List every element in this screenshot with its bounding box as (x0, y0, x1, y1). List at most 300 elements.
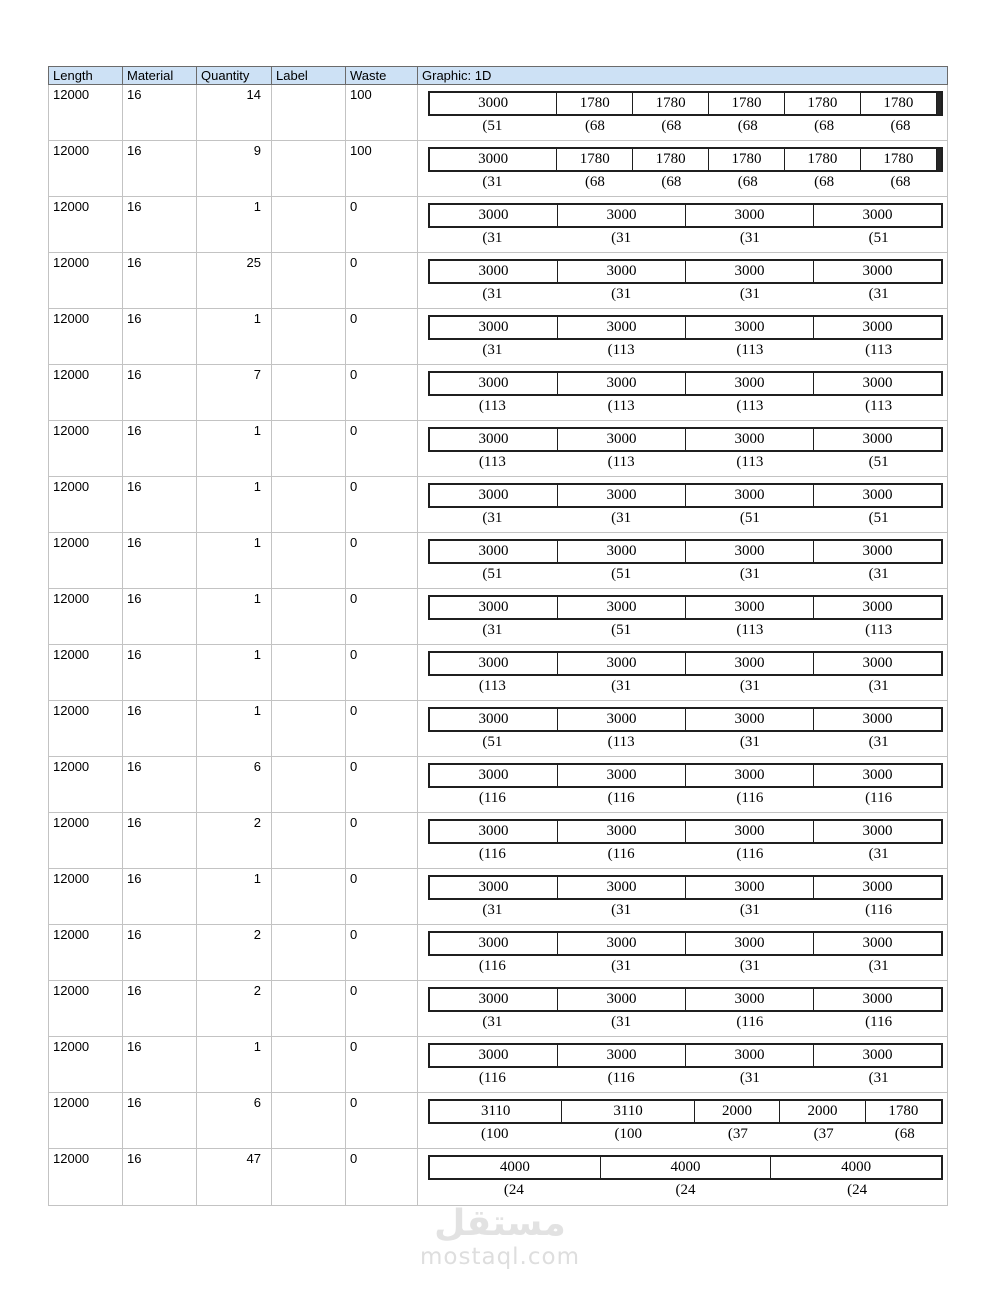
segment-tag: (68 (737, 118, 758, 134)
bar-segment: 3000 (685, 541, 813, 562)
segment-tag: (113 (736, 398, 764, 414)
table-row (49, 869, 947, 925)
watermark (0, 1204, 1000, 1270)
segment-tag: (31 (611, 230, 632, 246)
cutting-bar (428, 987, 943, 1012)
bar-segment: 3000 (685, 989, 813, 1010)
cell-material: 16 (123, 869, 197, 924)
cell-length: 12000 (49, 197, 123, 252)
segment-tag: (31 (611, 902, 632, 918)
segment-tag: (116 (478, 790, 506, 806)
bar-segment: 1780 (784, 93, 860, 114)
bar-segment: 1780 (708, 149, 784, 170)
waste-tag-spacer (939, 174, 943, 191)
segment-tag: (113 (478, 454, 506, 470)
cell-waste: 100 (346, 85, 418, 140)
bar-segment: 3000 (478, 935, 509, 951)
cutting-bar (428, 147, 943, 172)
bar-segment: 3000 (478, 207, 509, 223)
cell-quantity: 1 (197, 421, 272, 476)
watermark-domain-text: mostaql.com (420, 1243, 580, 1270)
table-row (49, 365, 947, 421)
bar-segment: 3000 (685, 205, 813, 226)
cell-material: 16 (123, 925, 197, 980)
segment-tag: (31 (482, 902, 503, 918)
segment-tag: (31 (482, 510, 503, 526)
segment-tag: (51 (868, 510, 889, 526)
bar-segment: 1780 (632, 149, 708, 170)
cutting-bar (428, 595, 943, 620)
table-row (49, 757, 947, 813)
cell-length: 12000 (49, 981, 123, 1036)
bar-segment: 3000 (813, 653, 941, 674)
bar-segment: 1780 (865, 1101, 941, 1122)
cutting-bar (428, 819, 943, 844)
segment-tag: (113 (865, 342, 893, 358)
cell-length: 12000 (49, 645, 123, 700)
cell-material: 16 (123, 1093, 197, 1148)
cell-quantity: 1 (197, 309, 272, 364)
segment-tag: (31 (611, 958, 632, 974)
table-row (49, 253, 947, 309)
cell-material: 16 (123, 309, 197, 364)
segment-tag: (51 (482, 566, 503, 582)
cutting-bar-tags (428, 1182, 943, 1199)
cell-graphic (418, 701, 947, 756)
segment-tag: (116 (736, 790, 764, 806)
cell-material: 16 (123, 589, 197, 644)
cell-label (272, 1149, 346, 1205)
cutting-bar (428, 203, 943, 228)
segment-tag: (116 (607, 1070, 635, 1086)
cell-waste: 0 (346, 589, 418, 644)
segment-tag: (113 (607, 342, 635, 358)
cell-label (272, 589, 346, 644)
bar-segment: 3000 (813, 429, 941, 450)
cell-quantity: 1 (197, 197, 272, 252)
bar-segment: 3000 (685, 429, 813, 450)
cell-waste: 0 (346, 1149, 418, 1205)
segment-tag: (116 (865, 902, 893, 918)
cell-graphic (418, 925, 947, 980)
cutting-bar-tags (428, 174, 943, 191)
bar-segment: 1780 (708, 93, 784, 114)
cell-quantity: 47 (197, 1149, 272, 1205)
cell-length: 12000 (49, 309, 123, 364)
bar-segment: 3000 (478, 431, 509, 447)
table-row (49, 925, 947, 981)
cell-waste: 0 (346, 253, 418, 308)
segment-tag: (68 (814, 118, 835, 134)
cell-label (272, 1093, 346, 1148)
cell-waste: 100 (346, 141, 418, 196)
cell-material: 16 (123, 253, 197, 308)
bar-segment: 1780 (784, 149, 860, 170)
table-row (49, 477, 947, 533)
bar-segment: 3000 (557, 989, 685, 1010)
cell-quantity: 6 (197, 757, 272, 812)
cutting-bar-tags (428, 958, 943, 975)
cell-material: 16 (123, 533, 197, 588)
bar-segment: 3000 (813, 205, 941, 226)
cell-material: 16 (123, 365, 197, 420)
bar-segment: 3000 (557, 485, 685, 506)
segment-tag: (31 (611, 1014, 632, 1030)
table-row (49, 813, 947, 869)
segment-tag: (68 (584, 174, 605, 190)
segment-tag: (113 (736, 454, 764, 470)
segment-tag: (31 (739, 958, 760, 974)
segment-tag: (24 (847, 1182, 868, 1198)
cell-quantity: 1 (197, 533, 272, 588)
cell-length: 12000 (49, 589, 123, 644)
cell-material: 16 (123, 477, 197, 532)
segment-tag: (68 (661, 118, 682, 134)
bar-segment: 3000 (478, 711, 509, 727)
cell-label (272, 365, 346, 420)
table-row (49, 1149, 947, 1205)
cell-quantity: 25 (197, 253, 272, 308)
cell-quantity: 2 (197, 925, 272, 980)
cell-waste: 0 (346, 197, 418, 252)
cell-label (272, 85, 346, 140)
segment-tag: (31 (611, 678, 632, 694)
cutting-bar-tags (428, 398, 943, 415)
cell-graphic (418, 813, 947, 868)
bar-segment: 1780 (556, 149, 632, 170)
bar-segment: 3110 (561, 1101, 693, 1122)
cell-graphic (418, 869, 947, 924)
bar-segment: 3000 (478, 767, 509, 783)
cell-quantity: 1 (197, 1037, 272, 1092)
segment-tag: (113 (865, 622, 893, 638)
segment-tag: (31 (611, 286, 632, 302)
segment-tag: (51 (868, 230, 889, 246)
column-header-label: Label (272, 67, 346, 84)
segment-tag: (116 (607, 790, 635, 806)
segment-tag: (113 (607, 398, 635, 414)
cutting-bar-tags (428, 510, 943, 527)
cell-length: 12000 (49, 421, 123, 476)
table-row (49, 197, 947, 253)
column-header-material: Material (123, 67, 197, 84)
bar-segment: 3000 (813, 261, 941, 282)
cell-waste: 0 (346, 701, 418, 756)
segment-tag: (31 (868, 846, 889, 862)
segment-tag: (116 (478, 1070, 506, 1086)
bar-segment: 1780 (860, 149, 936, 170)
segment-tag: (68 (894, 1126, 915, 1142)
bar-segment: 3000 (478, 599, 509, 615)
cutting-bar-tags (428, 230, 943, 247)
segment-tag: (113 (865, 398, 893, 414)
bar-segment: 3000 (478, 543, 509, 559)
cutting-bar (428, 539, 943, 564)
segment-tag: (31 (739, 286, 760, 302)
cell-label (272, 309, 346, 364)
cell-graphic (418, 477, 947, 532)
cell-graphic (418, 757, 947, 812)
column-header-length: Length (49, 67, 123, 84)
cell-quantity: 14 (197, 85, 272, 140)
cutting-bar-tags (428, 846, 943, 863)
table-body (48, 85, 948, 1206)
cell-label (272, 477, 346, 532)
bar-segment: 3000 (557, 709, 685, 730)
cell-label (272, 1037, 346, 1092)
cell-material: 16 (123, 701, 197, 756)
bar-segment: 3000 (557, 1045, 685, 1066)
segment-tag: (68 (737, 174, 758, 190)
cell-waste: 0 (346, 645, 418, 700)
cell-graphic (418, 645, 947, 700)
cell-label (272, 701, 346, 756)
segment-tag: (68 (661, 174, 682, 190)
segment-tag: (68 (890, 118, 911, 134)
bar-segment: 3000 (685, 709, 813, 730)
bar-segment: 4000 (600, 1157, 771, 1178)
bar-segment: 3000 (685, 317, 813, 338)
cutting-bar-tags (428, 734, 943, 751)
cell-waste: 0 (346, 1093, 418, 1148)
cell-label (272, 981, 346, 1036)
segment-tag: (31 (482, 1014, 503, 1030)
bar-segment: 3000 (685, 877, 813, 898)
bar-segment: 3000 (478, 879, 509, 895)
bar-segment: 3000 (557, 765, 685, 786)
waste-segment (936, 93, 941, 114)
bar-segment: 3000 (685, 597, 813, 618)
cutting-bar (428, 651, 943, 676)
segment-tag: (51 (482, 118, 503, 134)
cell-material: 16 (123, 1149, 197, 1205)
bar-segment: 3000 (478, 375, 509, 391)
column-header-quantity: Quantity (197, 67, 272, 84)
table-row (49, 701, 947, 757)
cell-graphic (418, 1149, 947, 1205)
segment-tag: (113 (736, 622, 764, 638)
segment-tag: (116 (607, 846, 635, 862)
cutting-bar-tags (428, 342, 943, 359)
bar-segment: 3000 (557, 821, 685, 842)
bar-segment: 1780 (632, 93, 708, 114)
cutting-bar (428, 707, 943, 732)
table-row (49, 85, 947, 141)
segment-tag: (31 (482, 622, 503, 638)
cutting-bar-tags (428, 286, 943, 303)
cell-material: 16 (123, 757, 197, 812)
cell-graphic (418, 533, 947, 588)
cell-material: 16 (123, 421, 197, 476)
cutting-bar (428, 1155, 943, 1180)
cell-label (272, 421, 346, 476)
cutting-bar (428, 875, 943, 900)
bar-segment: 2000 (694, 1101, 780, 1122)
cell-material: 16 (123, 981, 197, 1036)
bar-segment: 3000 (478, 319, 509, 335)
segment-tag: (31 (868, 678, 889, 694)
cell-waste: 0 (346, 813, 418, 868)
cell-waste: 0 (346, 981, 418, 1036)
bar-segment: 3000 (685, 261, 813, 282)
segment-tag: (113 (607, 734, 635, 750)
table-row (49, 1093, 947, 1149)
segment-tag: (37 (813, 1126, 834, 1142)
cell-waste: 0 (346, 757, 418, 812)
segment-tag: (31 (868, 286, 889, 302)
cutting-bar (428, 1099, 943, 1124)
segment-tag: (31 (611, 510, 632, 526)
table-row (49, 533, 947, 589)
cell-quantity: 1 (197, 869, 272, 924)
cell-quantity: 7 (197, 365, 272, 420)
cell-length: 12000 (49, 533, 123, 588)
segment-tag: (31 (482, 342, 503, 358)
cell-length: 12000 (49, 757, 123, 812)
segment-tag: (116 (736, 1014, 764, 1030)
table-row (49, 981, 947, 1037)
cell-quantity: 1 (197, 477, 272, 532)
segment-tag: (31 (739, 1070, 760, 1086)
bar-segment: 3000 (478, 95, 509, 111)
segment-tag: (31 (739, 678, 760, 694)
cell-label (272, 253, 346, 308)
segment-tag: (113 (736, 342, 764, 358)
cell-graphic (418, 141, 947, 196)
bar-segment: 3110 (480, 1103, 511, 1119)
cell-length: 12000 (49, 85, 123, 140)
table-row (49, 645, 947, 701)
bar-segment: 4000 (499, 1159, 530, 1175)
segment-tag: (116 (865, 1014, 893, 1030)
cutting-bar-tags (428, 790, 943, 807)
segment-tag: (31 (482, 174, 503, 190)
cell-quantity: 2 (197, 981, 272, 1036)
bar-segment: 3000 (478, 1047, 509, 1063)
cell-waste: 0 (346, 477, 418, 532)
cutting-bar-tags (428, 1126, 943, 1143)
segment-tag: (116 (478, 958, 506, 974)
cell-graphic (418, 309, 947, 364)
bar-segment: 3000 (557, 205, 685, 226)
segment-tag: (51 (611, 566, 632, 582)
bar-segment: 3000 (557, 541, 685, 562)
cell-graphic (418, 253, 947, 308)
cell-quantity: 2 (197, 813, 272, 868)
cell-graphic (418, 589, 947, 644)
cell-label (272, 197, 346, 252)
cell-quantity: 9 (197, 141, 272, 196)
segment-tag: (51 (739, 510, 760, 526)
cutting-bar (428, 1043, 943, 1068)
bar-segment: 3000 (478, 151, 509, 167)
cell-waste: 0 (346, 925, 418, 980)
segment-tag: (116 (865, 790, 893, 806)
cutting-bar (428, 763, 943, 788)
cell-length: 12000 (49, 365, 123, 420)
bar-segment: 1780 (556, 93, 632, 114)
cell-waste: 0 (346, 309, 418, 364)
bar-segment: 3000 (557, 261, 685, 282)
bar-segment: 3000 (478, 991, 509, 1007)
waste-tag-spacer (939, 118, 943, 135)
segment-tag: (113 (478, 398, 506, 414)
segment-tag: (31 (482, 286, 503, 302)
bar-segment: 3000 (813, 1045, 941, 1066)
cutting-bar-tags (428, 566, 943, 583)
bar-segment: 2000 (779, 1101, 865, 1122)
bar-segment: 3000 (557, 877, 685, 898)
segment-tag: (68 (584, 118, 605, 134)
cutting-bar (428, 427, 943, 452)
cell-label (272, 533, 346, 588)
cell-graphic (418, 365, 947, 420)
cell-material: 16 (123, 813, 197, 868)
cutting-bar-tags (428, 1070, 943, 1087)
segment-tag: (100 (614, 1126, 642, 1142)
bar-segment: 3000 (685, 1045, 813, 1066)
segment-tag: (51 (611, 622, 632, 638)
cell-waste: 0 (346, 533, 418, 588)
cell-graphic (418, 421, 947, 476)
table-row (49, 421, 947, 477)
cutting-bar-tags (428, 622, 943, 639)
cell-graphic (418, 1093, 947, 1148)
cell-material: 16 (123, 1037, 197, 1092)
bar-segment: 3000 (478, 823, 509, 839)
cell-waste: 0 (346, 365, 418, 420)
column-header-graphic: Graphic: 1D (422, 68, 492, 83)
segment-tag: (113 (478, 678, 506, 694)
bar-segment: 3000 (557, 373, 685, 394)
segment-tag: (31 (868, 566, 889, 582)
column-header-waste: Waste (346, 67, 418, 84)
cutting-bar-tags (428, 1014, 943, 1031)
bar-segment: 3000 (813, 765, 941, 786)
cell-length: 12000 (49, 925, 123, 980)
bar-segment: 3000 (685, 933, 813, 954)
cell-label (272, 813, 346, 868)
segment-tag: (113 (607, 454, 635, 470)
cell-waste: 0 (346, 869, 418, 924)
cell-length: 12000 (49, 253, 123, 308)
bar-segment: 3000 (813, 709, 941, 730)
bar-segment: 3000 (813, 485, 941, 506)
bar-segment: 3000 (685, 485, 813, 506)
cell-length: 12000 (49, 1093, 123, 1148)
cutting-bar-tags (428, 902, 943, 919)
bar-segment: 3000 (813, 933, 941, 954)
cell-length: 12000 (49, 813, 123, 868)
segment-tag: (31 (868, 958, 889, 974)
cell-label (272, 141, 346, 196)
cell-length: 12000 (49, 701, 123, 756)
bar-segment: 1780 (860, 93, 936, 114)
bar-segment: 3000 (813, 373, 941, 394)
segment-tag: (31 (739, 230, 760, 246)
bar-segment: 3000 (685, 653, 813, 674)
segment-tag: (24 (503, 1182, 524, 1198)
cell-length: 12000 (49, 1149, 123, 1205)
cell-quantity: 1 (197, 645, 272, 700)
bar-segment: 4000 (770, 1157, 941, 1178)
segment-tag: (116 (478, 846, 506, 862)
table-row (49, 589, 947, 645)
cutting-report-table (48, 66, 948, 1206)
cell-length: 12000 (49, 1037, 123, 1092)
segment-tag: (31 (739, 566, 760, 582)
segment-tag: (24 (675, 1182, 696, 1198)
